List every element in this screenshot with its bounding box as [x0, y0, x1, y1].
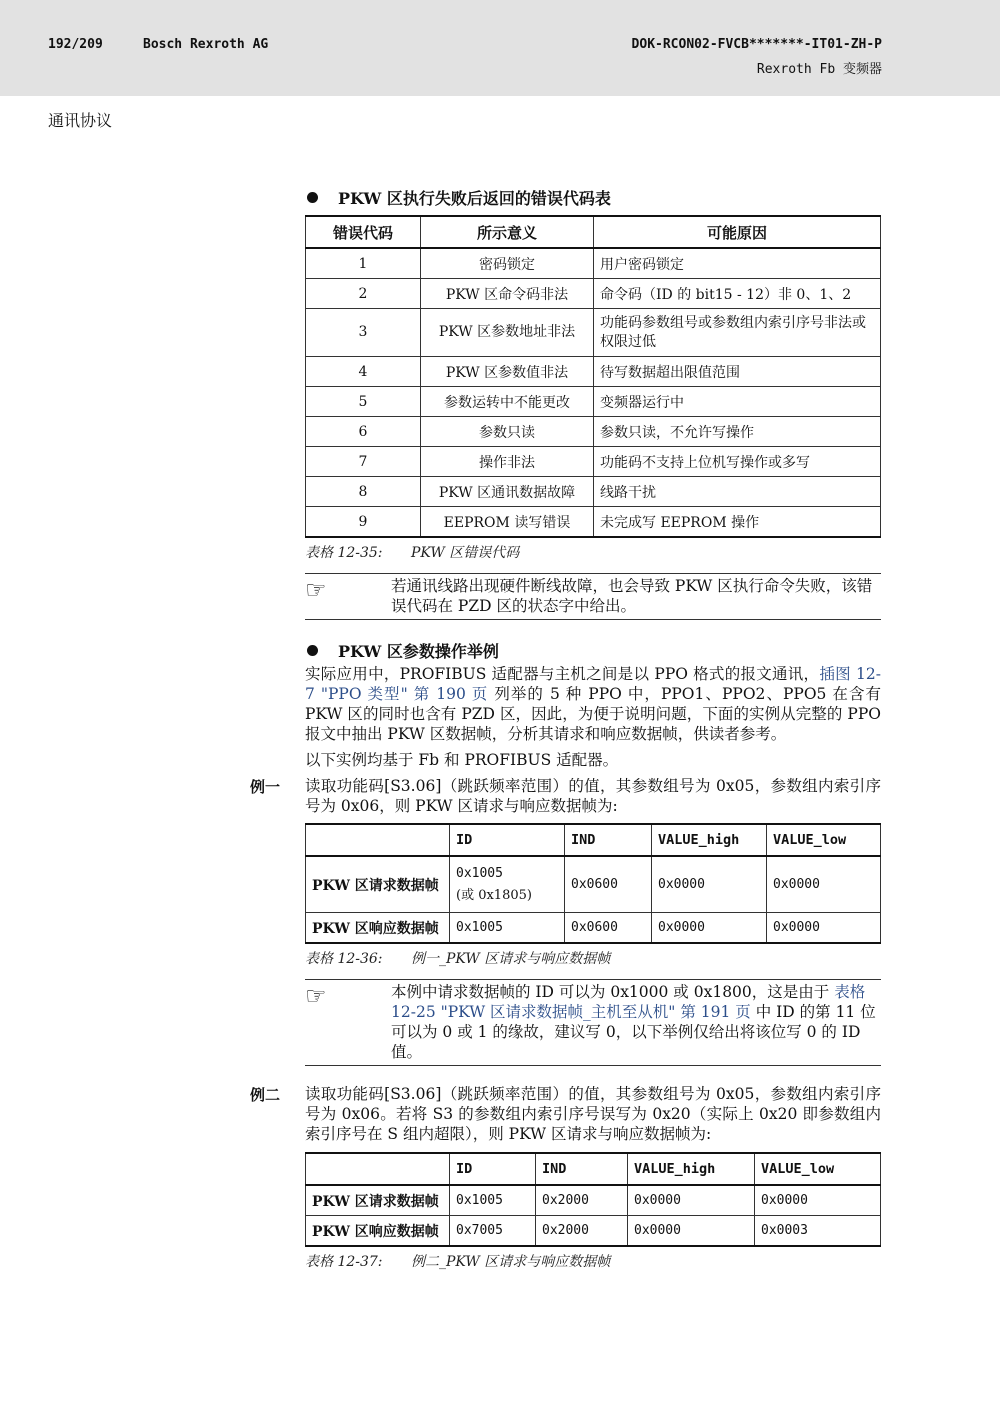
table-cell: 变频器运行中: [594, 387, 881, 417]
table-row: [306, 1216, 881, 1247]
table-cell: 功能码不支持上位机写操作或多写: [594, 447, 881, 477]
table-cell: PKW 区参数值非法: [421, 357, 594, 387]
table-cell: 0x0000: [767, 913, 881, 944]
product-name: Rexroth Fb 变频器: [756, 62, 882, 77]
table-cell: 0x0000: [628, 1216, 755, 1247]
column-header: 所示意义: [421, 216, 594, 248]
error-code-table: [305, 215, 881, 538]
column-header: ID: [450, 824, 565, 856]
table-cell: 0x0000: [652, 913, 767, 944]
table-cell: 0x2000: [536, 1185, 628, 1216]
example1-table: [305, 823, 881, 944]
intro-paragraph: 实际应用中，PROFIBUS 适配器与主机之间是以 PPO 格式的报文通讯，插图 12-7 "PPO 类型" 第 190 页 列举的 5 种 PPO 中，PPO1、PPO2、PPO5 在含有 PKW 区的同时也含有 PZD 区，因此，为便于说明问题，下面的实例从完整的 PPO 报文中抽出 PKW 区数据帧，分析其请求和响应数据帧，供读者参考。: [305, 665, 882, 743]
bullet-dot-icon: [307, 645, 318, 656]
table-cell: 命令码（ID 的 bit15 - 12）非 0、1、2: [594, 279, 881, 309]
table-cell: 0x0600: [565, 856, 652, 913]
table-row: [306, 856, 881, 913]
pointing-hand-icon: ☞: [305, 576, 327, 604]
table-caption: 表格 12-35: PKW 区错误代码: [305, 545, 520, 561]
column-header: 错误代码: [306, 216, 421, 248]
example2-table: [305, 1152, 881, 1247]
table-row: [306, 248, 881, 279]
cell-line: (或 0x1805): [456, 887, 532, 903]
table-cell: 功能码参数组号或参数组内索引序号非法或权限过低: [594, 309, 881, 357]
table-cell: 操作非法: [421, 447, 594, 477]
note-box: [305, 979, 881, 1066]
row-label: PKW 区响应数据帧: [306, 1216, 450, 1247]
company-name: Bosch Rexroth AG: [143, 37, 269, 52]
table-cell: 0x0000: [755, 1185, 881, 1216]
example-text: 读取功能码[S3.06]（跳跃频率范围）的值，其参数组号为 0x05，参数组内索引序号为 0x06，则 PKW 区请求与响应数据帧为:: [305, 777, 881, 815]
page-header: [0, 0, 1000, 96]
table-cell: PKW 区参数地址非法: [421, 309, 594, 357]
table-row: [306, 279, 881, 309]
section-heading-error-codes: PKW 区执行失败后返回的错误代码表: [307, 186, 611, 209]
cell-line: 0x1005: [456, 865, 503, 881]
table-cell: PKW 区命令码非法: [421, 279, 594, 309]
table-cell: 0x0000: [767, 856, 881, 913]
table-row: [306, 477, 881, 507]
table-cell: 2: [306, 279, 421, 309]
table-link[interactable]: 表格 12-25 "PKW 区请求数据帧_主机至从机" 第 191 页: [391, 983, 866, 1021]
table-cell: 密码锁定: [421, 248, 594, 279]
table-cell: 8: [306, 477, 421, 507]
figure-link[interactable]: 插图 12-7 "PPO 类型" 第 190 页: [305, 665, 882, 703]
column-header: [306, 824, 450, 856]
column-header: ID: [450, 1153, 536, 1185]
table-caption: 表格 12-36: 例一_PKW 区请求与响应数据帧: [305, 951, 611, 967]
page-number: 192/209: [48, 37, 103, 52]
paragraph: 以下实例均基于 Fb 和 PROFIBUS 适配器。: [305, 751, 619, 769]
row-label: PKW 区请求数据帧: [306, 856, 450, 913]
column-header: VALUE_low: [767, 824, 881, 856]
table-cell: 参数只读，不允许写操作: [594, 417, 881, 447]
table-cell: 6: [306, 417, 421, 447]
table-cell: 用户密码锁定: [594, 248, 881, 279]
table-cell: 0x2000: [536, 1216, 628, 1247]
column-header: VALUE_low: [755, 1153, 881, 1185]
table-row: [306, 507, 881, 538]
table-cell: 1: [306, 248, 421, 279]
table-row: [306, 309, 881, 357]
table-cell: 0x1005: [450, 913, 565, 944]
note-text: 本例中请求数据帧的 ID 可以为 0x1000 或 0x1800，这是由于 表格 12-25 "PKW 区请求数据帧_主机至从机" 第 191 页 中 ID 的第 11 位可以为 0 或 1 的缘故，建议写 0，以下举例仅给出将该位写 0 的 ID 值。: [391, 983, 876, 1061]
table-cell: EEPROM 读写错误: [421, 507, 594, 538]
table-cell: 0x0600: [565, 913, 652, 944]
pointing-hand-icon: ☞: [305, 982, 327, 1010]
table-cell: 5: [306, 387, 421, 417]
column-header: VALUE_high: [652, 824, 767, 856]
example-label: 例二: [250, 1086, 281, 1104]
example-text: 读取功能码[S3.06]（跳跃频率范围）的值，其参数组号为 0x05，参数组内索引序号为 0x06。若将 S3 的参数组内索引序号误写为 0x20（实际上 0x20 即参数组内索引序号在 S 组内超限），则 PKW 区请求与响应数据帧为:: [305, 1085, 881, 1143]
table-cell: 待写数据超出限值范围: [594, 357, 881, 387]
table-cell: [450, 856, 565, 913]
table-header-row: [306, 1153, 881, 1185]
table-cell: 线路干扰: [594, 477, 881, 507]
table-cell: 未完成写 EEPROM 操作: [594, 507, 881, 538]
table-cell: 9: [306, 507, 421, 538]
table-row: [306, 417, 881, 447]
table-cell: 4: [306, 357, 421, 387]
bullet-dot-icon: [307, 192, 318, 203]
table-row: [306, 357, 881, 387]
row-label: PKW 区请求数据帧: [306, 1185, 450, 1216]
column-header: 可能原因: [594, 216, 881, 248]
table-cell: 参数运转中不能更改: [421, 387, 594, 417]
document-id: DOK-RCON02-FVCB*******-IT01-ZH-P: [631, 37, 882, 52]
table-row: [306, 447, 881, 477]
example-label: 例一: [250, 778, 281, 796]
table-header-row: [306, 824, 881, 856]
table-row: [306, 387, 881, 417]
table-cell: 0x0003: [755, 1216, 881, 1247]
table-cell: 3: [306, 309, 421, 357]
column-header: VALUE_high: [628, 1153, 755, 1185]
table-row: [306, 1185, 881, 1216]
table-cell: 0x0000: [628, 1185, 755, 1216]
column-header: IND: [565, 824, 652, 856]
table-row: [306, 913, 881, 944]
section-heading-pkw-example: PKW 区参数操作举例: [307, 639, 499, 662]
table-cell: 0x0000: [652, 856, 767, 913]
note-box: [305, 573, 881, 620]
column-header: IND: [536, 1153, 628, 1185]
table-cell: PKW 区通讯数据故障: [421, 477, 594, 507]
table-cell: 7: [306, 447, 421, 477]
table-cell: 参数只读: [421, 417, 594, 447]
column-header: [306, 1153, 450, 1185]
table-caption: 表格 12-37: 例二_PKW 区请求与响应数据帧: [305, 1254, 611, 1270]
table-cell: 0x1005: [450, 1185, 536, 1216]
table-header-row: [306, 216, 881, 248]
note-text: 若通讯线路出现硬件断线故障，也会导致 PKW 区执行命令失败，该错误代码在 PZD 区的状态字中给出。: [391, 577, 873, 615]
row-label: PKW 区响应数据帧: [306, 913, 450, 944]
chapter-title: 通讯协议: [48, 111, 113, 130]
table-cell: 0x7005: [450, 1216, 536, 1247]
